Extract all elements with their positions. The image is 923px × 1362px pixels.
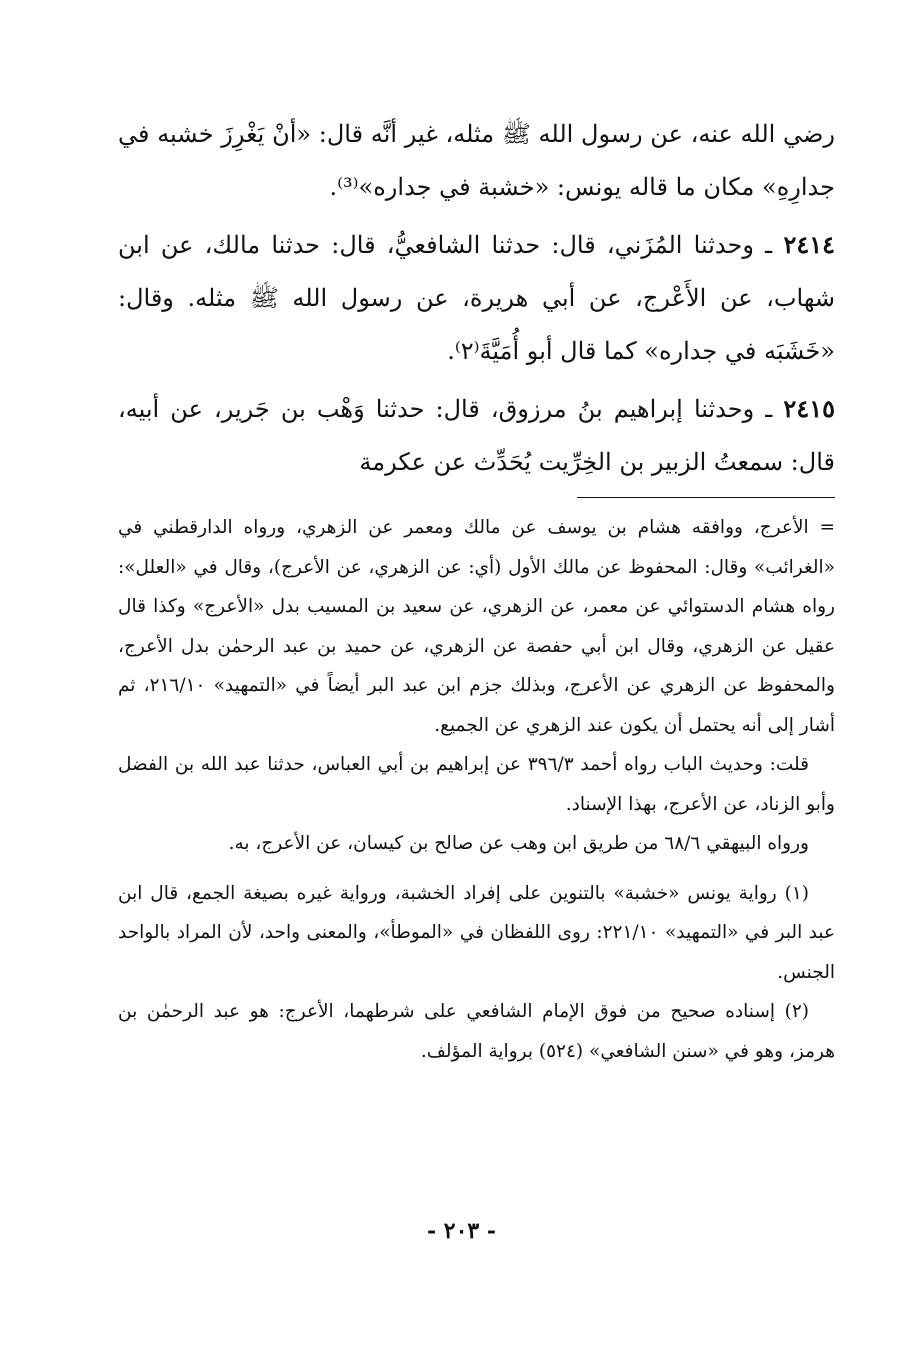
document-page	[118, 108, 835, 1262]
hadith-2415	[118, 382, 835, 489]
main-paragraph-1: رضي الله عنه، عن رسول الله ﷺ مثله، غير أنَّه قال: «أنْ يَغْرِزَ خشبه في جدارِهِ» مكان ما قاله يونس: «خشبة في جداره»⁽³⁾.	[118, 120, 835, 201]
footnote-divider	[577, 497, 835, 498]
note-continuation: = الأعرج، ووافقه هشام بن يوسف عن مالك ومعمر عن الزهري، ورواه الدارقطني في «الغرائب» وقال: المحفوظ عن مالك الأول (أي: عن الزهري، عن الأعرج)، وقال في «العلل»: رواه هشام الدستوائي عن معمر، عن الزهري، عن سعيد بن المسيب بدل «الأعرج» وكذا قال عقيل عن الزهري، وقال ابن أبي حفصة عن الزهري، عن حميد بن عبد الرحمٰن بدل الأعرج، والمحفوظ عن الزهري عن الأعرج، وبذلك جزم ابن عبد البر أيضاً في «التمهيد» ٢١٦/١٠، ثم أشار إلى أنه يحتمل أن يكون عند الزهري عن الجميع.	[118, 508, 835, 745]
hadith-number: ٢٤١٥	[783, 394, 835, 423]
footnote-2: (٢) إسناده صحيح من فوق الإمام الشافعي على شرطهما، الأعرج: هو عبد الرحمٰن بن هرمز، وهو في «سنن الشافعي» (٥٢٤) برواية المؤلف.	[118, 1001, 835, 1062]
footnote-1: (١) رواية يونس «خشبة» بالتنوين على إفراد الخشبة، ورواية غيره بصيغة الجمع، قال ابن عبد البر في «التمهيد» ٢٢١/١٠: روى اللفظان في «الموطأ»، والمعنى واحد، لأن المراد بالواحد الجنس.	[118, 882, 835, 983]
hadith-text: ـ وحدثنا إبراهيم بنُ مرزوق، قال: حدثنا وَهْب بن جَرير، عن أبيه، قال: سمعتُ الزبير بن الخِرِّيت يُحَدِّث عن عكرمة	[118, 395, 835, 476]
note-paragraph-2: قلت: وحديث الباب رواه أحمد ٣٩٦/٣ عن إبراهيم بن أبي العباس، حدثنا عبد الله بن الفضل وأبو الزناد، عن الأعرج، بهذا الإسناد.	[118, 754, 835, 815]
hadith-number: ٢٤١٤	[783, 230, 835, 259]
notes-continuation	[118, 508, 835, 864]
hadith-text: ـ وحدثنا المُزَني، قال: حدثنا الشافعيُّ، قال: حدثنا مالك، عن ابن شهاب، عن الأَعْرج، عن أبي هريرة، عن رسول الله ﷺ مثله. وقال: «خَشَبَه في جداره» كما قال أبو أُمَيَّةَ⁽٢⁾.	[118, 231, 835, 365]
main-text	[118, 108, 835, 489]
hadith-2414	[118, 218, 835, 378]
page-number: - ٢٠٣ -	[426, 1218, 497, 1244]
footnotes	[118, 874, 835, 1072]
note-paragraph-3: ورواه البيهقي ٦٨/٦ من طريق ابن وهب عن صالح بن كيسان، عن الأعرج، به.	[228, 833, 809, 854]
